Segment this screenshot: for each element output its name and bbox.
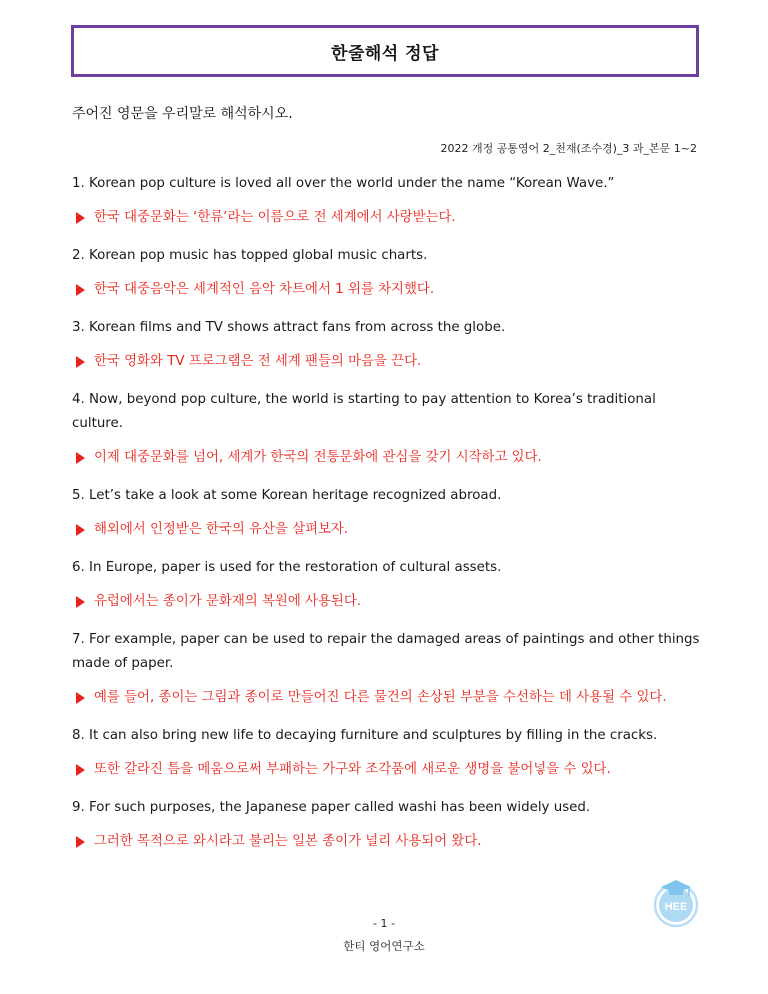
page-number: - 1 -	[373, 917, 395, 930]
arrow-right-icon	[76, 284, 85, 296]
korean-translation-text: 이제 대중문화를 넘어, 세계가 한국의 전통문화에 관심을 갖기 시작하고 있다.	[94, 450, 542, 465]
korean-translation	[76, 448, 700, 468]
arrow-right-icon	[76, 356, 85, 368]
arrow-right-icon	[76, 596, 85, 608]
english-sentence: 3. Korean films and TV shows attract fans from across the globe.	[72, 320, 506, 335]
list-item	[72, 796, 700, 852]
list-item	[72, 556, 700, 612]
arrow-right-icon	[76, 212, 85, 224]
korean-translation	[76, 280, 700, 300]
footer-organization: 한티 영어연구소	[343, 939, 425, 953]
page-title: 한줄해석 정답	[331, 43, 439, 64]
english-sentence: 2. Korean pop music has topped global music charts.	[72, 248, 428, 263]
korean-translation-text: 한국 대중음악은 세계적인 음악 차트에서 1 위를 차지했다.	[94, 282, 435, 297]
list-item	[72, 244, 700, 300]
english-sentence: 1. Korean pop culture is loved all over the world under the name “Korean Wave.”	[72, 176, 615, 191]
korean-translation-text: 예를 들어, 종이는 그림과 종이로 만들어진 다른 물건의 손상된 부분을 수선하는 데 사용될 수 있다.	[94, 690, 667, 705]
list-item	[72, 388, 700, 468]
arrow-right-icon	[76, 452, 85, 464]
list-item	[72, 316, 700, 372]
english-sentence: 8. It can also bring new life to decaying furniture and sculptures by filling in the cracks.	[72, 728, 658, 743]
list-item	[72, 172, 700, 228]
source-label: 2022 개정 공통영어 2_천재(조수경)_3 과_본문 1~2	[440, 142, 697, 155]
title-box	[71, 25, 699, 77]
korean-translation-text: 한국 대중문화는 ‘한류’라는 이름으로 전 세계에서 사랑받는다.	[94, 210, 456, 225]
arrow-right-icon	[76, 524, 85, 536]
list-item	[72, 628, 700, 708]
english-sentence: 6. In Europe, paper is used for the restoration of cultural assets.	[72, 560, 502, 575]
korean-translation	[76, 760, 700, 780]
arrow-right-icon	[76, 692, 85, 704]
english-sentence: 4. Now, beyond pop culture, the world is starting to pay attention to Korea’s traditional culture.	[72, 392, 656, 431]
arrow-right-icon	[76, 764, 85, 776]
korean-translation	[76, 592, 700, 612]
english-sentence: 7. For example, paper can be used to repair the damaged areas of paintings and other things made of paper.	[72, 632, 700, 671]
arrow-right-icon	[76, 836, 85, 848]
korean-translation-text: 또한 갈라진 틈을 메움으로써 부패하는 가구와 조각품에 새로운 생명을 불어넣을 수 있다.	[94, 762, 611, 777]
english-sentence: 5. Let’s take a look at some Korean heritage recognized abroad.	[72, 488, 502, 503]
korean-translation	[76, 688, 700, 708]
english-sentence: 9. For such purposes, the Japanese paper called washi has been widely used.	[72, 800, 591, 815]
korean-translation-text: 유럽에서는 종이가 문화재의 복원에 사용된다.	[94, 594, 362, 609]
list-item	[72, 484, 700, 540]
korean-translation	[76, 352, 700, 372]
sentence-list	[72, 172, 700, 868]
korean-translation-text: 해외에서 인정받은 한국의 유산을 살펴보자.	[94, 522, 349, 537]
korean-translation	[76, 832, 700, 852]
korean-translation	[76, 208, 700, 228]
instruction-text: 주어진 영문을 우리말로 해석하시오.	[72, 106, 293, 122]
logo-text: HEE	[664, 901, 688, 913]
korean-translation	[76, 520, 700, 540]
korean-translation-text: 그러한 목적으로 와시라고 불리는 일본 종이가 널리 사용되어 왔다.	[94, 834, 482, 849]
list-item	[72, 724, 700, 780]
korean-translation-text: 한국 영화와 TV 프로그램은 전 세계 팬들의 마음을 끈다.	[94, 354, 422, 369]
